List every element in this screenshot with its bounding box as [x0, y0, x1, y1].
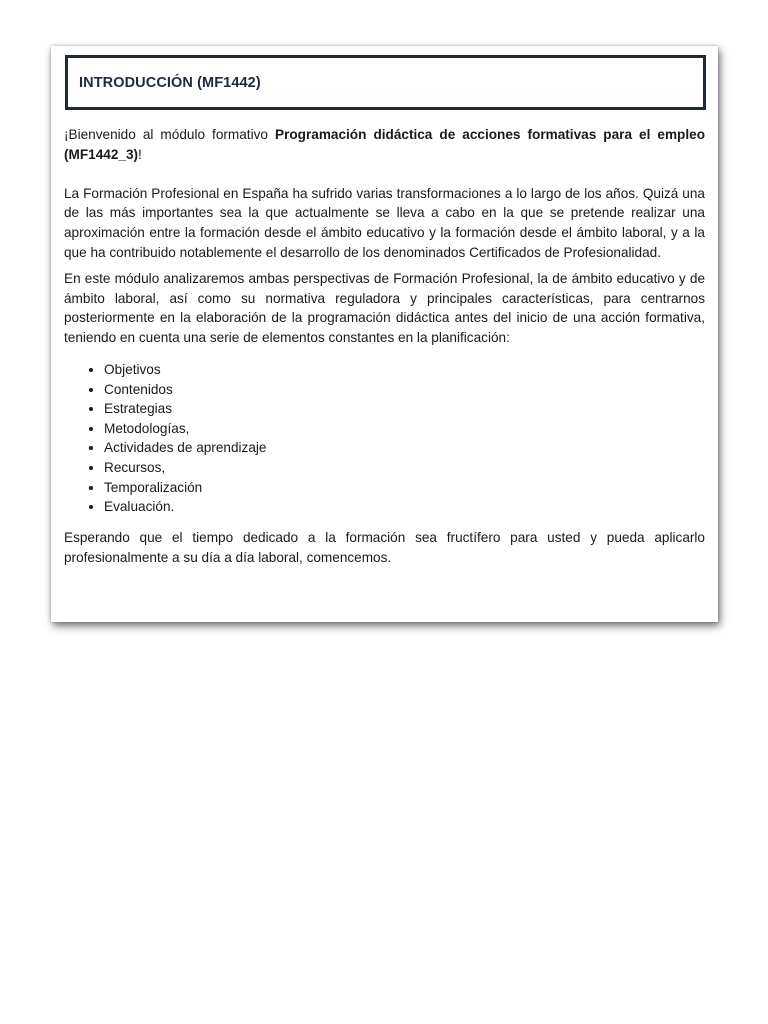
list-item: • Objetivos [104, 360, 705, 380]
body-content [64, 125, 705, 567]
closing-paragraph: Esperando que el tiempo dedicado a la formación sea fructífero para usted y pueda aplicarlo profesionalmente a su día a día laboral, comencemos. [64, 529, 705, 565]
list-item: • Recursos, [104, 458, 705, 478]
welcome-suffix: ! [138, 146, 142, 162]
list-item: • Metodologías, [104, 419, 705, 439]
title-box [65, 55, 706, 110]
list-item: • Actividades de aprendizaje [104, 438, 705, 458]
list-item: • Contenidos [104, 380, 705, 400]
content-card [51, 46, 718, 622]
welcome-paragraph [64, 125, 705, 165]
elements-list [64, 360, 705, 517]
paragraph-formacion: La Formación Profesional en España ha sufrido varias transformaciones a lo largo de los años. Quizá una de las más importantes sea la que actualmente se lleva a cabo en la que se pretende realizar una aproximación entre la formación desde el ámbito educativo y la formación desde el ámbito laboral, y a la que ha contribuido notablemente el desarrollo de los denominados Certificados de Profesionalidad. [64, 185, 705, 260]
module-name: Programación didáctica de acciones formativas para el empleo (MF1442_3) [64, 127, 706, 162]
list-item: • Estrategias [104, 399, 705, 419]
list-item: • Evaluación. [104, 497, 705, 517]
page-title: INTRODUCCIÓN (MF1442) [79, 74, 261, 91]
welcome-prefix: ¡Bienvenido al módulo formativo [64, 127, 275, 142]
list-item: • Temporalización [104, 478, 705, 498]
paragraph-modulo: En este módulo analizaremos ambas perspectivas de Formación Profesional, la de ámbito educativo y de ámbito laboral, así como su normativa reguladora y principales características, para centrarnos posteriormente en la elaboración de la programación didáctica antes del inicio de una acción formativa, teniendo en cuenta una serie de elementos constantes en la planificación: [64, 270, 705, 346]
